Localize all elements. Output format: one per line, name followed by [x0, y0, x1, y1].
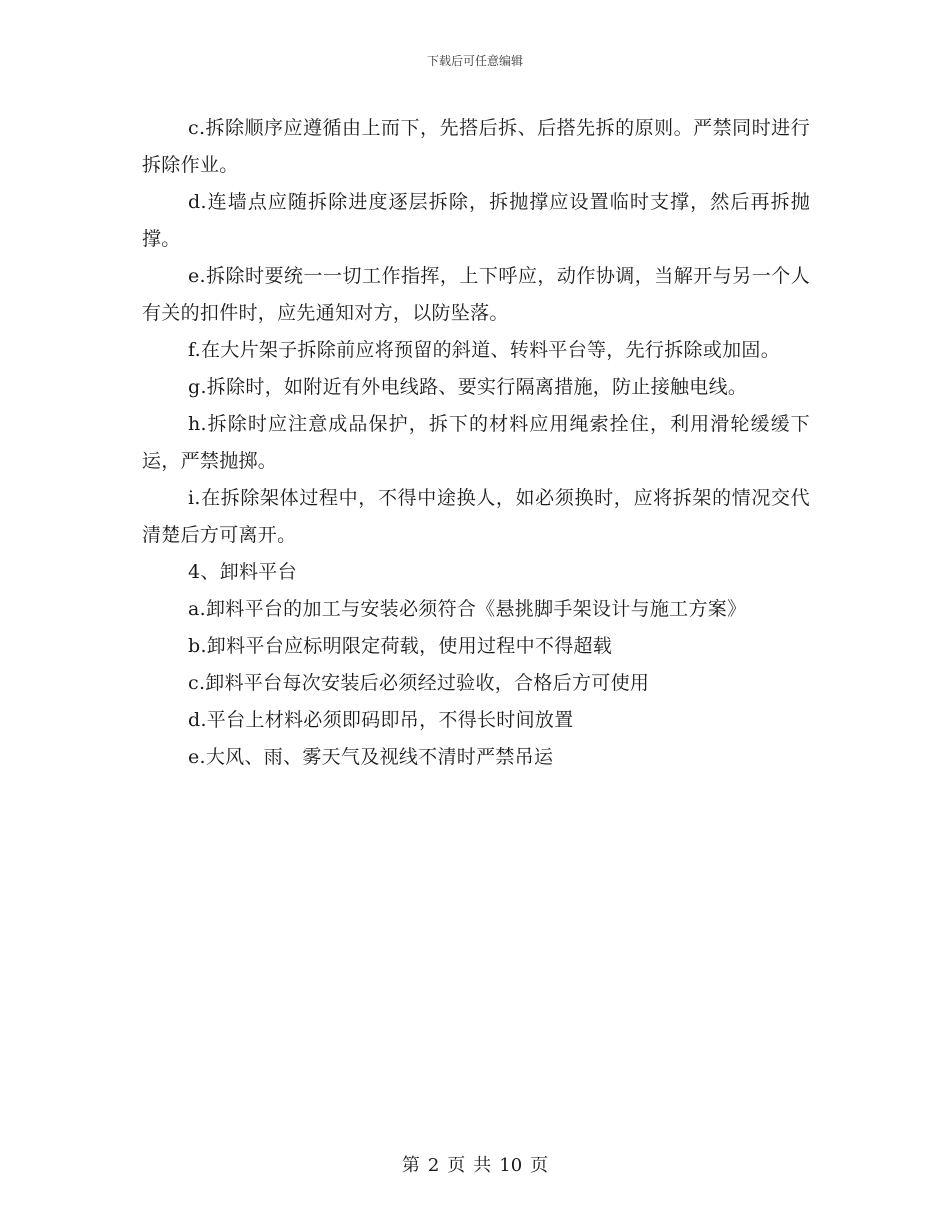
footer-total-pages: 10: [499, 1155, 523, 1176]
footer-page-word: 页: [447, 1155, 466, 1176]
paragraph-c-inspection: c.卸料平台每次安装后必须经过验收，合格后方可使用: [188, 672, 650, 694]
paragraph-b-load-limit: b.卸料平台应标明限定荷载，使用过程中不得超载: [188, 635, 613, 657]
paragraph-d-materials: d.平台上材料必须即码即吊，不得长时间放置: [188, 709, 574, 731]
section-heading-unloading-platform: 4、卸料平台: [188, 561, 297, 583]
footer-suffix: 页: [530, 1155, 549, 1176]
paragraph-f-ramps: f.在大片架子拆除前应将预留的斜道、转料平台等，先行拆除或加固。: [188, 339, 780, 361]
paragraph-e-weather: e.大风、雨、雾天气及视线不清时严禁吊运: [188, 746, 554, 768]
footer-prefix: 第: [401, 1155, 420, 1176]
page-footer: [0, 1154, 950, 1178]
paragraph-i-personnel: i.在拆除架体过程中，不得中途换人，如必须换时，应将拆架的情况交代清楚后方可离开。: [142, 487, 810, 546]
document-body: [142, 110, 810, 776]
paragraph-e-unified-command: e.拆除时要统一一切工作指挥，上下呼应，动作协调，当解开与另一个人有关的扣件时，应先通知对方，以防坠落。: [142, 265, 810, 324]
paragraph-a-platform-install: a.卸料平台的加工与安装必须符合《悬挑脚手架设计与施工方案》: [188, 598, 747, 620]
paragraph-h-protection: h.拆除时应注意成品保护，拆下的材料应用绳索拴住，利用滑轮缓缓下运，严禁抛掷。: [142, 413, 810, 472]
footer-page-number: 2: [427, 1155, 440, 1176]
paragraph-d-wall-ties: d.连墙点应随拆除进度逐层拆除，拆抛撑应设置临时支撑，然后再拆抛撑。: [142, 191, 810, 250]
footer-total-word: 共: [473, 1155, 492, 1176]
paragraph-g-power-lines: g.拆除时，如附近有外电线路、要实行隔离措施，防止接触电线。: [188, 376, 748, 398]
page-header: 下载后可任意编辑: [426, 54, 523, 68]
paragraph-c-dismantle-order: c.拆除顺序应遵循由上而下，先搭后拆、后搭先拆的原则。严禁同时进行拆除作业。: [142, 117, 810, 176]
